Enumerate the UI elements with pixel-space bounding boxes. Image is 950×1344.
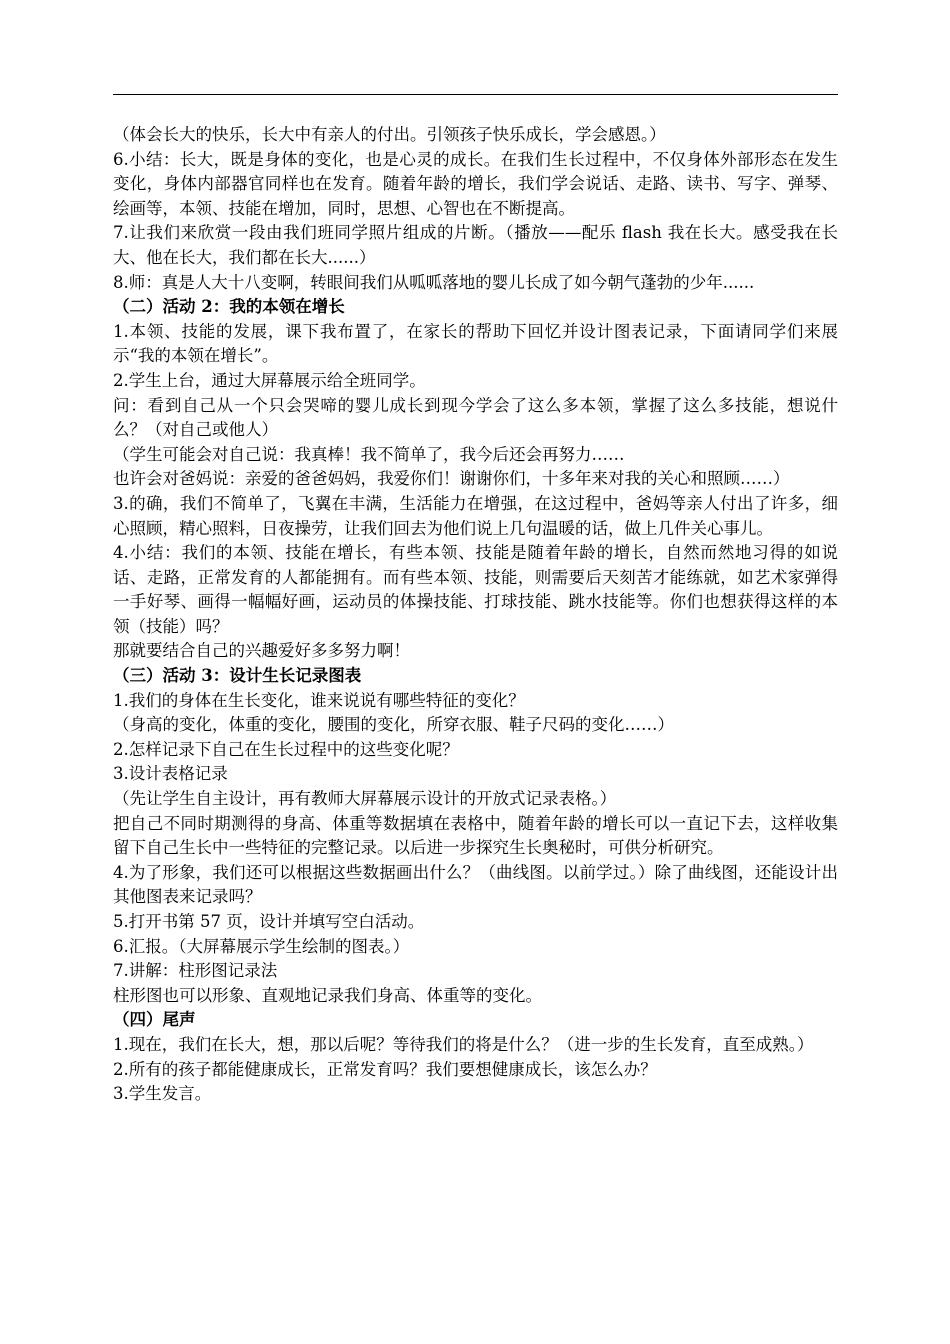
paragraph: 把自己不同时期测得的身高、体重等数据填在表格中，随着年龄的增长可以一直记下去，这样收集留下自己生长中一些特征的完整记录。以后进一步探究生长奥秘时，可供分析研究。 — [113, 813, 838, 858]
paragraph: 1.现在，我们在长大，想，那以后呢？等待我们的将是什么？（进一步的生长发育，直至成熟。） — [113, 1034, 814, 1054]
paragraph: 7.让我们来欣赏一段由我们班同学照片组成的片断。（播放——配乐 flash 我在长大。感受我在长大、他在长大，我们都在长大......） — [113, 223, 838, 267]
header-rule — [113, 94, 838, 95]
paragraph: 2.所有的孩子都能健康成长，正常发育吗？我们要想健康成长，该怎么办？ — [113, 1059, 657, 1079]
paragraph: 2.怎样记录下自己在生长过程中的这些变化呢？ — [113, 739, 459, 759]
paragraph: 5.打开书第 57 页，设计并填写空白活动。 — [113, 912, 425, 931]
section-heading: （三）活动 3：设计生长记录图表 — [113, 666, 362, 686]
paragraph: 2.学生上台，通过大屏幕展示给全班同学。 — [113, 370, 426, 390]
paragraph: 4.为了形象，我们还可以根据这些数据画出什么？（曲线图。以前学过。）除了曲线图，还能设计出其他图表来记录吗？ — [113, 862, 838, 907]
section-heading: （四）尾声 — [113, 1010, 196, 1030]
paragraph: 3.学生发言。 — [113, 1084, 212, 1104]
paragraph: 1.我们的身体在生长变化，谁来说说有哪些特征的变化？ — [113, 690, 525, 710]
paragraph: 那就要结合自己的兴趣爱好多多努力啊！ — [113, 641, 410, 661]
paragraph: 3.设计表格记录 — [113, 764, 228, 784]
paragraph: 7.讲解：柱形图记录法 — [113, 961, 278, 981]
paragraph: 6.小结：长大，既是身体的变化，也是心灵的成长。在我们生长过程中，不仅身体外部形态在发生变化，身体内部器官同样也在发育。随着年龄的增长，我们学会说话、走路、读书、写字、弹琴、绘画等，本领、技能在增加，同时，思想、心智也在不断提高。 — [113, 149, 838, 218]
paragraph: 6.汇报。（大屏幕展示学生绘制的图表。） — [113, 936, 410, 956]
paragraph: 3.的确，我们不简单了，飞翼在丰满，生活能力在增强，在这过程中，爸妈等亲人付出了许多，细心照顾，精心照料，日夜操劳，让我们回去为他们说上几句温暖的话，做上几件关心事儿。 — [113, 493, 838, 538]
paragraph: （学生可能会对自己说：我真棒！我不简单了，我今后还会再努力…… — [113, 444, 625, 464]
paragraph: 8.师：真是人大十八变啊，转眼间我们从呱呱落地的婴儿长成了如今朝气蓬勃的少年...... — [113, 272, 755, 292]
section-heading: （二）活动 2：我的本领在增长 — [113, 297, 345, 317]
paragraph: 也许会对爸妈说：亲爱的爸爸妈妈，我爱你们！谢谢你们，十多年来对我的关心和照顾……） — [113, 469, 790, 489]
paragraph: （身高的变化，体重的变化，腰围的变化，所穿衣服、鞋子尺码的变化……） — [113, 715, 674, 735]
document-body — [113, 123, 838, 1107]
paragraph: 柱形图也可以形象、直观地记录我们身高、体重等的变化。 — [113, 985, 542, 1005]
paragraph: 4.小结：我们的本领、技能在增长，有些本领、技能是随着年龄的增长，自然而然地习得的如说话、走路，正常发育的人都能拥有。而有些本领、技能，则需要后天刻苦才能练就，如艺术家弹得一手好琴、画得一幅幅好画，运动员的体操技能、打球技能、跳水技能等。你们也想获得这样的本领（技能）吗？ — [113, 543, 838, 636]
paragraph: 1.本领、技能的发展，课下我布置了，在家长的帮助下回忆并设计图表记录，下面请同学们来展示“我的本领在增长”。 — [113, 321, 838, 366]
paragraph: 问：看到自己从一个只会哭啼的婴儿成长到现今学会了这么多本领，掌握了这么多技能，想说什么？（对自己或他人） — [113, 395, 838, 440]
paragraph: （体会长大的快乐，长大中有亲人的付出。引领孩子快乐成长，学会感恩。） — [113, 125, 666, 144]
paragraph: （先让学生自主设计，再有教师大屏幕展示设计的开放式记录表格。） — [113, 789, 617, 809]
